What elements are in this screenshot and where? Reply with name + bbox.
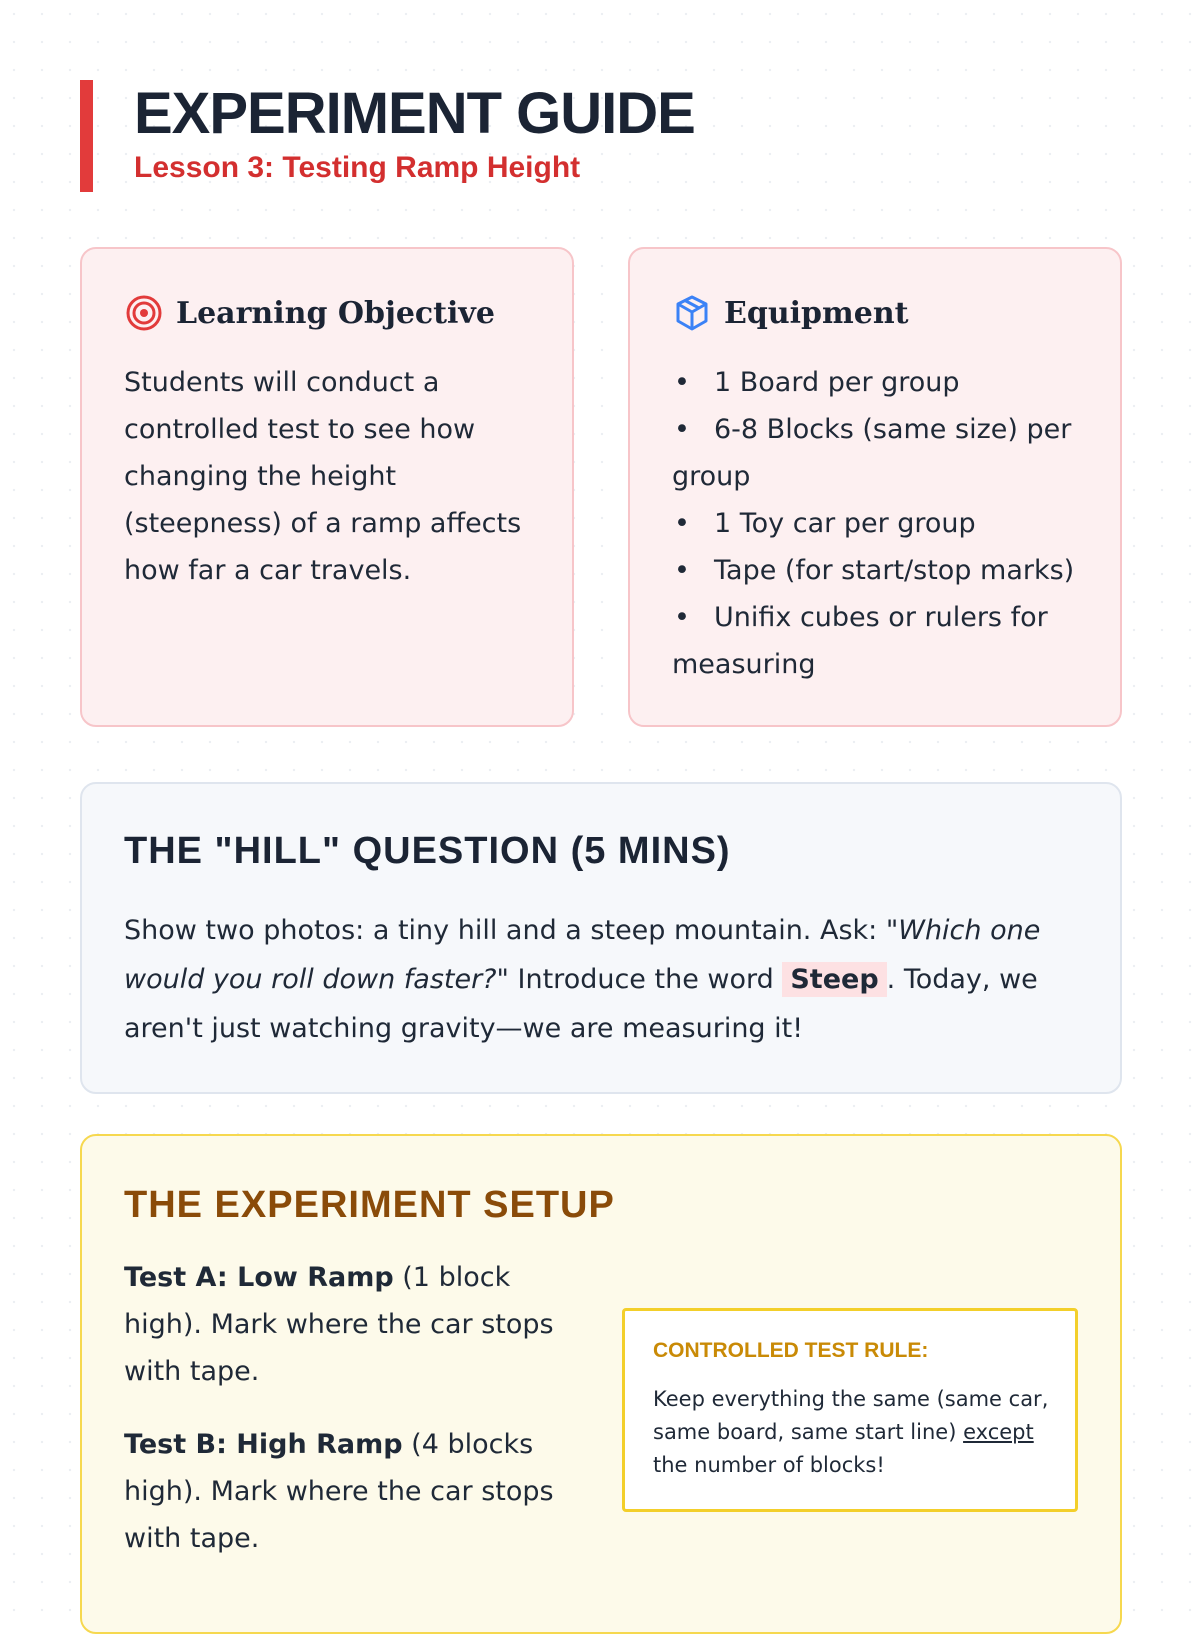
- list-item: • Unifix cubes or rulers for measuring: [672, 602, 1048, 680]
- experiment-setup-title: THE EXPERIMENT SETUP: [124, 1184, 615, 1226]
- test-a-paragraph: Test A: Low Ramp (1 block high). Mark where the car stops with tape.: [124, 1262, 554, 1387]
- hill-question-title: THE "HILL" QUESTION (5 MINS): [124, 830, 731, 872]
- controlled-test-rule-title: CONTROLLED TEST RULE:: [653, 1339, 929, 1362]
- equipment-header: [672, 293, 909, 333]
- target-icon: [124, 293, 164, 333]
- learning-objective-title: Learning Objective: [176, 295, 495, 331]
- box-icon: [672, 293, 712, 333]
- keyword-highlight: Steep: [782, 962, 886, 997]
- test-b-paragraph: Test B: High Ramp (4 blocks high). Mark where the car stops with tape.: [124, 1429, 554, 1554]
- learning-objective-text: Students will conduct a controlled test to see how changing the height (steepness) of a ramp affects how far a car travels.: [124, 367, 522, 586]
- header-accent-bar: [80, 80, 93, 192]
- learning-objective-header: [124, 293, 495, 333]
- controlled-test-rule-text: Keep everything the same (same car, same board, same start line) except the number of blocks!: [653, 1387, 1049, 1477]
- list-item: • 1 Toy car per group: [674, 508, 976, 539]
- hill-question-text: Show two photos: a tiny hill and a steep mountain. Ask: "Which one would you roll down faster?" Introduce the word Steep . Today, we aren't just watching gravity—we are measuring it!: [124, 915, 1041, 1044]
- list-item: • Tape (for start/stop marks): [674, 555, 1075, 586]
- hill-question-card: [80, 782, 1122, 1094]
- page-header: [80, 80, 980, 192]
- equipment-list: [672, 359, 1092, 688]
- list-item: • 6-8 Blocks (same size) per group: [672, 414, 1072, 492]
- controlled-test-rule-box: [622, 1308, 1078, 1512]
- equipment-title: Equipment: [724, 295, 909, 331]
- hill-question-quote: "Which one would you roll down faster?": [124, 915, 1041, 995]
- page-subtitle: Lesson 3: Testing Ramp Height: [134, 151, 581, 184]
- equipment-card: [628, 247, 1122, 727]
- experiment-setup-card: [80, 1134, 1122, 1634]
- list-item: • 1 Board per group: [674, 367, 960, 398]
- page-title: EXPERIMENT GUIDE: [134, 81, 695, 146]
- learning-objective-card: [80, 247, 574, 727]
- experiment-setup-text: [124, 1254, 594, 1588]
